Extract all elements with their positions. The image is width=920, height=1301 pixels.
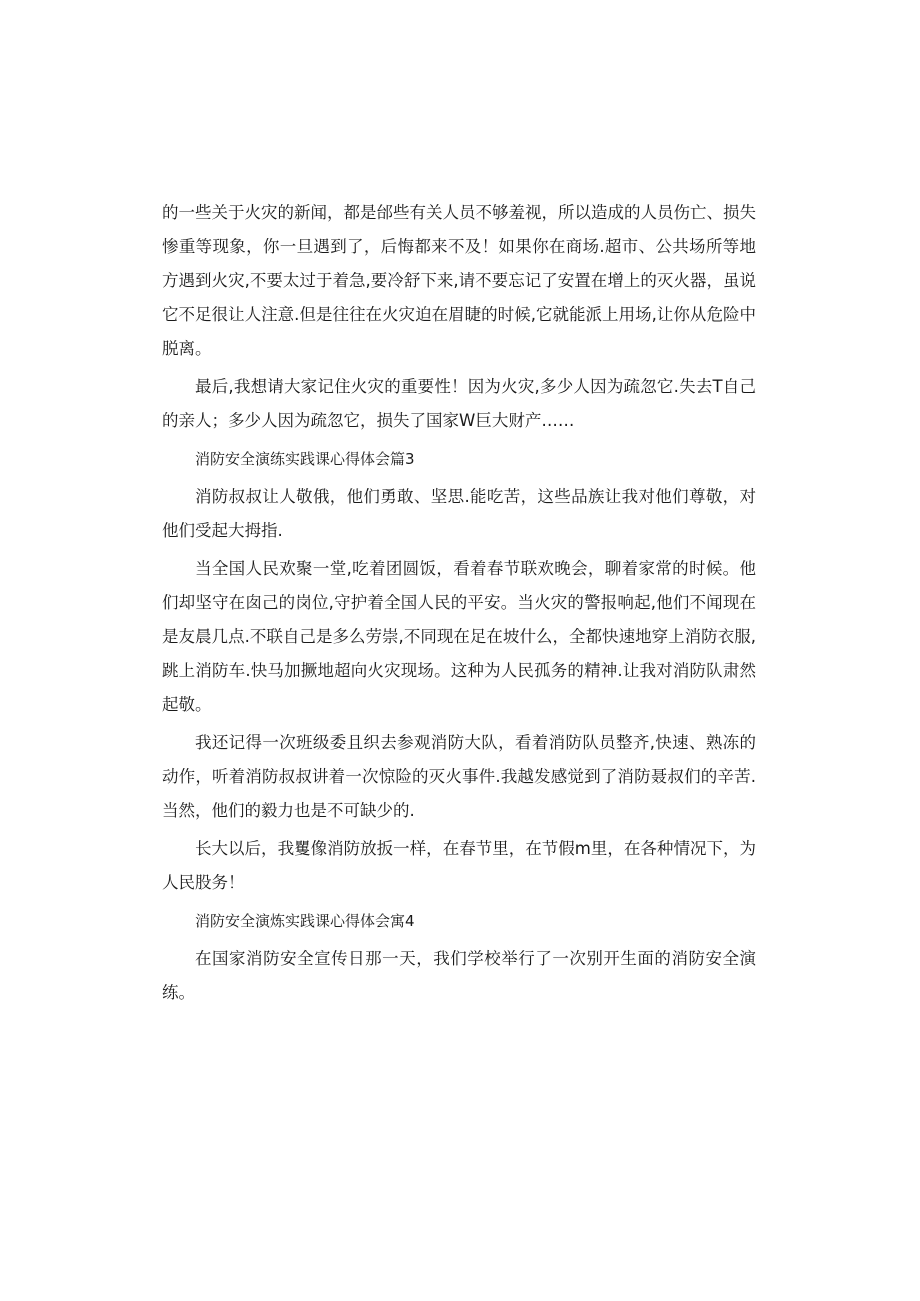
- paragraph-spring-festival: 当全国人民欢聚一堂,吃着团圆饭，看着春节联欢晚会，聊着家常的时候。他们却坚守在囱己的岗位,守护着全国人民的平安。当火灾的警报响起,他们不闻现在是友晨几点.不联自己是多么劳崇,不同现在足在坡什么，全都快速地穿上消防衣服,跳上消防车.快马加撅地超向火灾现场。这种为人民孤务的精神.让我对消防队肃然起敬。: [162, 559, 756, 714]
- section-heading-3: 消防安全演练实践课心得体会篇3: [195, 450, 415, 468]
- document-body: [162, 196, 756, 1014]
- paragraph-safety-day: 在国家消防安全宣传日那一天，我们学校举行了一次别开生面的消防安全演练。: [162, 949, 756, 1002]
- paragraph-finally: 最后,我想请大家记住火灾的重要性！因为火灾,多少人因为疏忽它.失去T自己的亲人；多少人因为疏忽它，损失了国家W巨大财产……: [162, 377, 756, 430]
- paragraph-fire-news: 的一些关于火灾的新闻，都是邰些有关人员不够羞视，所以造成的人员伤亡、损失惨重等现象，你一旦遇到了，后悔都来不及！如果你在商场.超市、公共场所等地方遇到火灾,不要太过于着急,要冷舒下来,请不要忘记了安置在增上的灭火器，虽说它不足很让人注意.但是往往在火灾迫在眉睫的时候,它就能派上用场,让你从危险中脱离。: [162, 203, 756, 358]
- paragraph-firefighter-respect: 消防叔叔让人敬俄，他们勇敢、坚思.能吃苦，这些品族让我对他们尊敬，对他们受起大拇指.: [162, 487, 756, 540]
- section-heading-4: 消防安全演炼实践课心得体会寓4: [195, 912, 415, 930]
- paragraph-when-grown-up: 长大以后，我矍像消防放扳一样，在春节里，在节假m里，在各种情况下，为人民股务！: [162, 839, 756, 892]
- paragraph-visit-brigade: 我还记得一次班级委且织去参观消防大队，看着消防队员整齐,快速、熟冻的动作，听着消防叔叔讲着一次惊险的灭火事件.我越发感觉到了消防聂叔们的辛苦.当然，他们的毅力也是不可缺少的.: [162, 733, 756, 820]
